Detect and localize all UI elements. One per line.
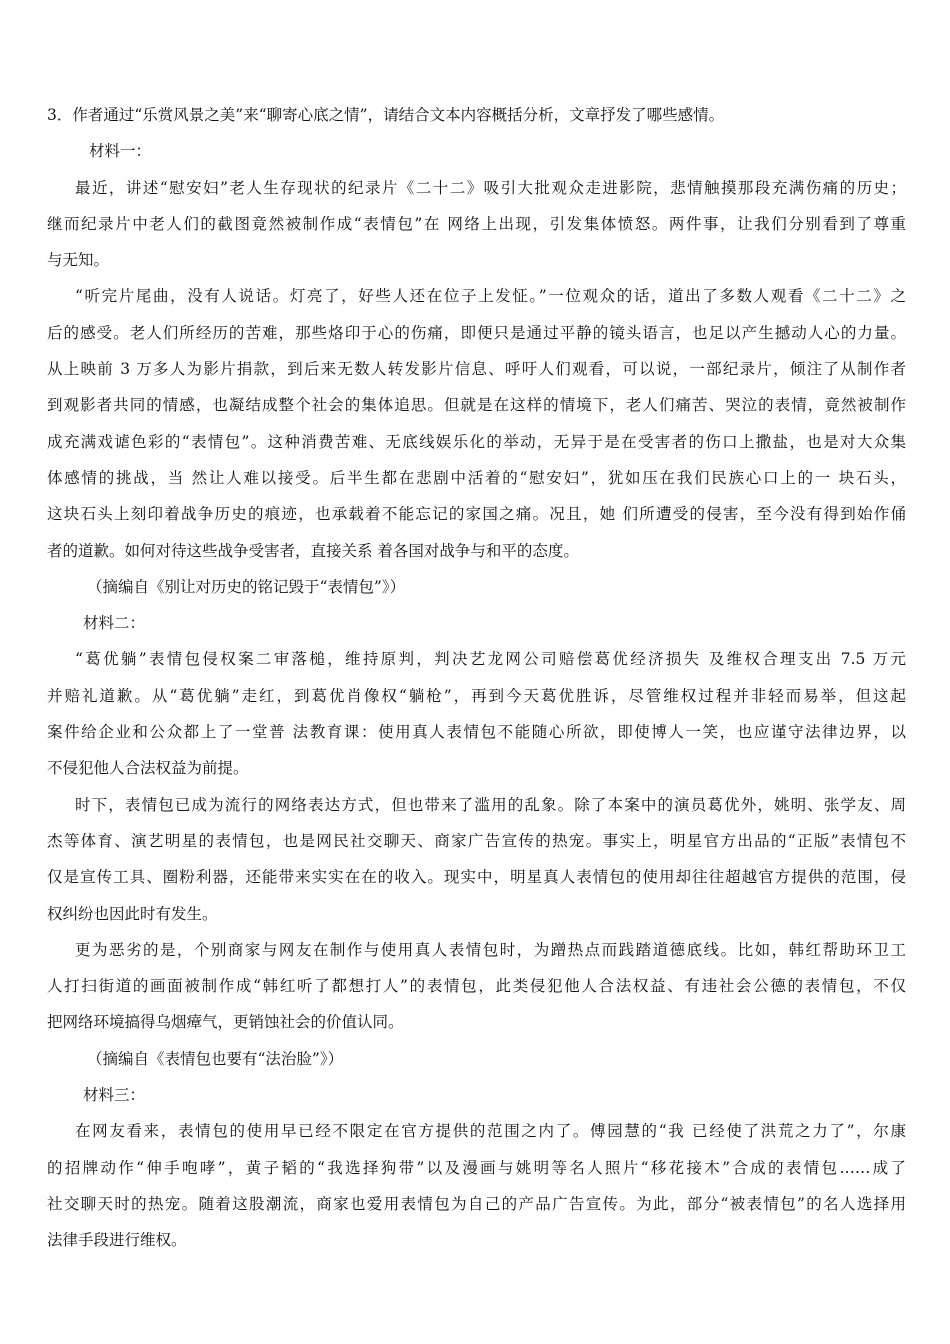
material3-heading: 材料三： xyxy=(83,1086,146,1105)
material1-para1-line1: 最近，讲述“慰安妇”老人生存现状的纪录片《二十二》吸引大批观众走进影院，悲情触摸那段充满伤痛的历史； xyxy=(75,178,906,197)
material2-para3-line1: 更为恶劣的是，个别商家与网友在制作与使用真人表情包时，为蹭热点而践踏道德底线。比如，韩红帮助环卫工 xyxy=(75,940,906,959)
material2-para1-line1: “葛优躺”表情包侵权案二审落槌，维持原判，判决艺龙网公司赔偿葛优经济损失 及维权合理支出 7.5 万元 xyxy=(75,650,906,669)
material2-para3-line3: 把网络环境搞得乌烟瘴气，更销蚀社会的价值认同。 xyxy=(47,1013,404,1032)
material2-para2-line4: 权纠纷也因此时有发生。 xyxy=(47,904,218,923)
material1-para2-line7: 这块石头上刻印着战争历史的痕迹，也承载着不能忘记的家国之痛。况且，她 们所遭受的侵害，至今没有得到始作俑 xyxy=(47,505,906,524)
material2-para1-line3: 案件给企业和公众都上了一堂普 法教育课：使用真人表情包不能随心所欲，即使博人一笑，也应谨守法律边界，以 xyxy=(47,723,906,742)
material1-para2-line4: 到观影者共同的情感，也凝结成整个社会的集体追思。但就是在这样的情境下，老人们痛苦、哭泣的表情，竟然被制作 xyxy=(47,396,906,415)
material1-source: （摘编自《别让对历史的铭记毁于“表情包”》） xyxy=(87,577,406,596)
material1-para2-line2: 后的感受。老人们所经历的苦难，那些烙印于心的伤痛，即便只是通过平静的镜头语言，也足以产生撼动人心的力量。 xyxy=(47,323,906,342)
material1-para2-line6: 体感情的挑战，当 然让人难以接受。后半生都在悲剧中活着的“慰安妇”，犹如压在我们民族心口上的一 块石头， xyxy=(47,468,906,487)
material1-para2-line3: 从上映前 3 万多人为影片捐款，到后来无数人转发影片信息、呼吁人们观看，可以说，一部纪录片，倾注了从制作者 xyxy=(47,360,906,379)
material3-para1-line1: 在网友看来，表情包的使用早已经不限定在官方提供的范围之内了。傅园慧的“我 已经使了洪荒之力了”，尔康 xyxy=(75,1122,906,1141)
material2-para1-line2: 并赔礼道歉。从“葛优躺”走红，到葛优肖像权“躺枪”，再到今天葛优胜诉，尽管维权过程并非轻而易举，但这起 xyxy=(47,686,906,705)
question-number: 3． xyxy=(47,106,73,124)
material1-para2-line5: 成充满戏谑色彩的“表情包”。这种消费苦难、无底线娱乐化的举动，无异于是在受害者的伤口上撒盐，也是对大众集 xyxy=(47,432,906,451)
question-text: 作者通过“乐赏风景之美”来“聊寄心底之情”，请结合文本内容概括分析，文章抒发了哪些感情。 xyxy=(72,106,725,124)
material3-para1-line2: 的招牌动作“伸手咆哮”，黄子韬的“我选择狗带”以及漫画与姚明等名人照片“移花接木”合成的表情包……成了 xyxy=(47,1158,906,1177)
material1-heading: 材料一： xyxy=(89,142,152,161)
material2-para3-line2: 人打扫街道的画面被制作成“韩红听了都想打人”的表情包，此类侵犯他人合法权益、有违社会公德的表情包，不仅 xyxy=(47,977,906,996)
material2-para2-line1: 时下，表情包已成为流行的网络表达方式，但也带来了滥用的乱象。除了本案中的演员葛优外，姚明、张学友、周 xyxy=(75,795,906,814)
material3-para1-line3: 社交聊天时的热宠。随着这股潮流，商家也爱用表情包为自己的产品广告宣传。为此，部分“被表情包”的名人选择用 xyxy=(47,1194,906,1213)
material1-para2-line1: “听完片尾曲，没有人说话。灯亮了，好些人还在位子上发怔。”一位观众的话，道出了多数人观看《二十二》之 xyxy=(75,287,906,306)
material2-para1-line4: 不侵犯他人合法权益为前提。 xyxy=(47,759,249,778)
material2-para2-line3: 仅是宣传工具、圈粉利器，还能带来实实在在的收入。现实中，明星真人表情包的使用却往往超越官方提供的范围，侵 xyxy=(47,868,906,887)
material2-source: （摘编自《表情包也要有“法治脸”》） xyxy=(87,1049,344,1068)
question-3 xyxy=(47,97,906,133)
material1-para1-line2: 继而纪录片中老人们的截图竟然被制作成“表情包”在 网络上出现，引发集体愤怒。两件事，让我们分别看到了尊重 xyxy=(47,214,906,233)
material1-para1-line3: 与无知。 xyxy=(47,251,110,270)
material1-para2-line8: 者的道歉。如何对待这些战争受害者，直接关系 着各国对战争与和平的态度。 xyxy=(47,541,579,560)
material2-heading: 材料二： xyxy=(83,614,146,633)
material2-para2-line2: 杰等体育、演艺明星的表情包，也是网民社交聊天、商家广告宣传的热宠。事实上，明星官方出品的“正版”表情包不 xyxy=(47,831,906,850)
material3-para1-line4: 法律手段进行维权。 xyxy=(47,1231,187,1250)
